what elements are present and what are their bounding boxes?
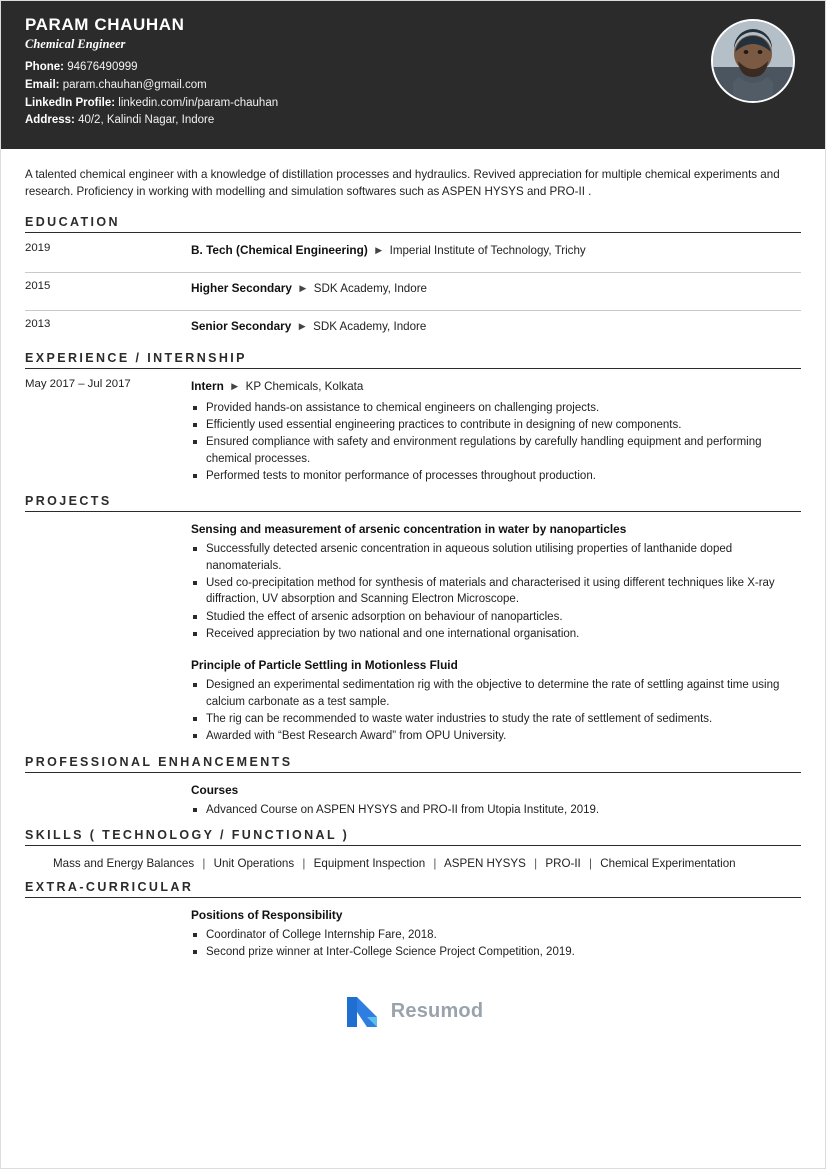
experience-detail <box>191 377 801 487</box>
extra-curricular-item <box>25 906 801 963</box>
phone-value: 94676490999 <box>67 61 138 73</box>
address-label: Address: <box>25 114 75 127</box>
skill-item: Unit Operations <box>213 856 295 870</box>
enhancement-item <box>25 781 801 820</box>
resume-body <box>1 149 825 1031</box>
skill-separator: | <box>433 856 437 870</box>
education-institute: Imperial Institute of Technology, Trichy <box>389 243 586 257</box>
divider <box>25 772 801 773</box>
footer-branding <box>25 993 801 1031</box>
experience-role: Intern <box>191 378 224 393</box>
experience-bullets <box>191 400 801 485</box>
email-label: Email: <box>25 78 60 91</box>
section-title-projects: PROJECTS <box>25 494 112 509</box>
skill-item: Chemical Experimentation <box>600 856 736 870</box>
list-item: Ensured compliance with safety and environment regulations by carefully handling equipment and performing chemical processes. <box>191 434 801 467</box>
list-item: Performed tests to monitor performance of processes throughout production. <box>191 468 801 484</box>
section-title-professional-enhancements: PROFESSIONAL ENHANCEMENTS <box>25 754 293 769</box>
skill-item: Equipment Inspection <box>313 856 426 870</box>
project-name: Principle of Particle Settling in Motionless Fluid <box>191 658 458 673</box>
project-bullets <box>191 677 801 744</box>
education-detail <box>191 241 801 259</box>
divider <box>25 368 801 369</box>
contact-email <box>25 77 801 95</box>
contact-linkedin <box>25 95 801 113</box>
project-bullets <box>191 541 801 642</box>
extra-curricular-bullets <box>191 927 801 961</box>
divider <box>25 310 801 311</box>
list-item: Efficiently used essential engineering practices to contribute in designing of new components. <box>191 417 801 433</box>
skill-separator: | <box>589 856 593 870</box>
education-institute: SDK Academy, Indore <box>313 319 427 333</box>
education-year: 2019 <box>25 241 51 254</box>
project-period <box>25 520 191 521</box>
experience-item <box>25 377 801 487</box>
section-title-skills: SKILLS ( TECHNOLOGY / FUNCTIONAL ) <box>25 827 350 842</box>
experience-company: KP Chemicals, Kolkata <box>245 379 364 393</box>
enhancement-bullets <box>191 802 801 818</box>
list-item: Received appreciation by two national and one international organisation. <box>191 626 801 642</box>
job-title: Chemical Engineer <box>25 37 126 51</box>
avatar <box>711 19 795 103</box>
project-item <box>25 520 801 746</box>
contact-phone <box>25 59 801 77</box>
arrow-icon: ▶ <box>231 380 239 391</box>
extra-curricular-period <box>25 906 191 907</box>
skill-item: Mass and Energy Balances <box>53 856 195 870</box>
enhancement-subhead: Courses <box>191 782 239 797</box>
skill-separator: | <box>202 856 206 870</box>
resume-header <box>1 1 825 149</box>
resumod-logo-icon <box>343 993 381 1031</box>
education-detail <box>191 279 801 297</box>
education-item <box>25 317 801 343</box>
list-item: Awarded with “Best Research Award” from OPU University. <box>191 728 801 744</box>
page-title: PARAM CHAUHAN <box>25 15 185 34</box>
divider <box>25 272 801 273</box>
skill-separator: | <box>302 856 306 870</box>
address-value: 40/2, Kalindi Nagar, Indore <box>78 114 215 127</box>
list-item: Successfully detected arsenic concentration in aqueous solution utilising properties of lanthanide doped nanomaterials. <box>191 541 801 574</box>
arrow-icon: ▶ <box>375 244 383 255</box>
list-item: Used co-precipitation method for synthesis of materials and characterised it using different techniques like X-ray diffraction, UV absorption and Scanning Electron Microscope. <box>191 575 801 608</box>
linkedin-value[interactable]: linkedin.com/in/param-chauhan <box>118 96 279 109</box>
list-item: Designed an experimental sedimentation rig with the objective to determine the rate of settling against time using calcium carbonate as a test sample. <box>191 677 801 710</box>
education-year: 2015 <box>25 279 51 292</box>
skill-item: ASPEN HYSYS <box>444 856 526 870</box>
skills-list <box>25 854 801 872</box>
list-item: The rig can be recommended to waste water industries to study the rate of settlement of sediments. <box>191 711 801 727</box>
list-item: Provided hands-on assistance to chemical engineers on challenging projects. <box>191 400 801 416</box>
list-item: Second prize winner at Inter-College Science Project Competition, 2019. <box>191 944 801 960</box>
education-degree: Higher Secondary <box>191 280 292 295</box>
brand-name: Resumod <box>390 1000 484 1022</box>
education-detail <box>191 317 801 335</box>
email-value[interactable]: param.chauhan@gmail.com <box>62 78 207 91</box>
extra-curricular-detail <box>191 906 801 963</box>
divider <box>25 845 801 846</box>
enhancement-detail <box>191 781 801 820</box>
project-name: Sensing and measurement of arsenic concentration in water by nanoparticles <box>191 522 627 537</box>
section-title-education: EDUCATION <box>25 214 120 229</box>
contact-address <box>25 112 801 130</box>
section-title-experience: EXPERIENCE / INTERNSHIP <box>25 350 247 365</box>
education-degree: B. Tech (Chemical Engineering) <box>191 242 368 257</box>
skill-item: PRO-II <box>545 856 581 870</box>
divider <box>25 897 801 898</box>
arrow-icon: ▶ <box>298 320 306 331</box>
list-item: Coordinator of College Internship Fare, 2018. <box>191 927 801 943</box>
enhancement-period <box>25 781 191 782</box>
list-item: Advanced Course on ASPEN HYSYS and PRO-II from Utopia Institute, 2019. <box>191 802 801 818</box>
experience-period: May 2017 – Jul 2017 <box>25 377 131 390</box>
arrow-icon: ▶ <box>299 282 307 293</box>
project-detail <box>191 520 801 746</box>
phone-label: Phone: <box>25 61 64 73</box>
education-degree: Senior Secondary <box>191 318 292 333</box>
education-item <box>25 241 801 267</box>
extra-curricular-subhead: Positions of Responsibility <box>191 907 343 922</box>
education-institute: SDK Academy, Indore <box>313 281 427 295</box>
list-item: Studied the effect of arsenic adsorption on behaviour of nanoparticles. <box>191 609 801 625</box>
skill-separator: | <box>534 856 538 870</box>
summary-text: A talented chemical engineer with a knowledge of distillation processes and hydraulics. Revived appreciation for multiple chemical experiments and research. Proficiency in working with modelling and simulation softwares such as ASPEN HYSYS and PRO-II . <box>25 168 780 198</box>
education-item <box>25 279 801 305</box>
section-title-extra-curricular: EXTRA-CURRICULAR <box>25 879 194 894</box>
spacer <box>191 644 801 656</box>
divider <box>25 232 801 233</box>
linkedin-label: LinkedIn Profile: <box>25 96 116 109</box>
divider <box>25 511 801 512</box>
education-year: 2013 <box>25 317 51 330</box>
